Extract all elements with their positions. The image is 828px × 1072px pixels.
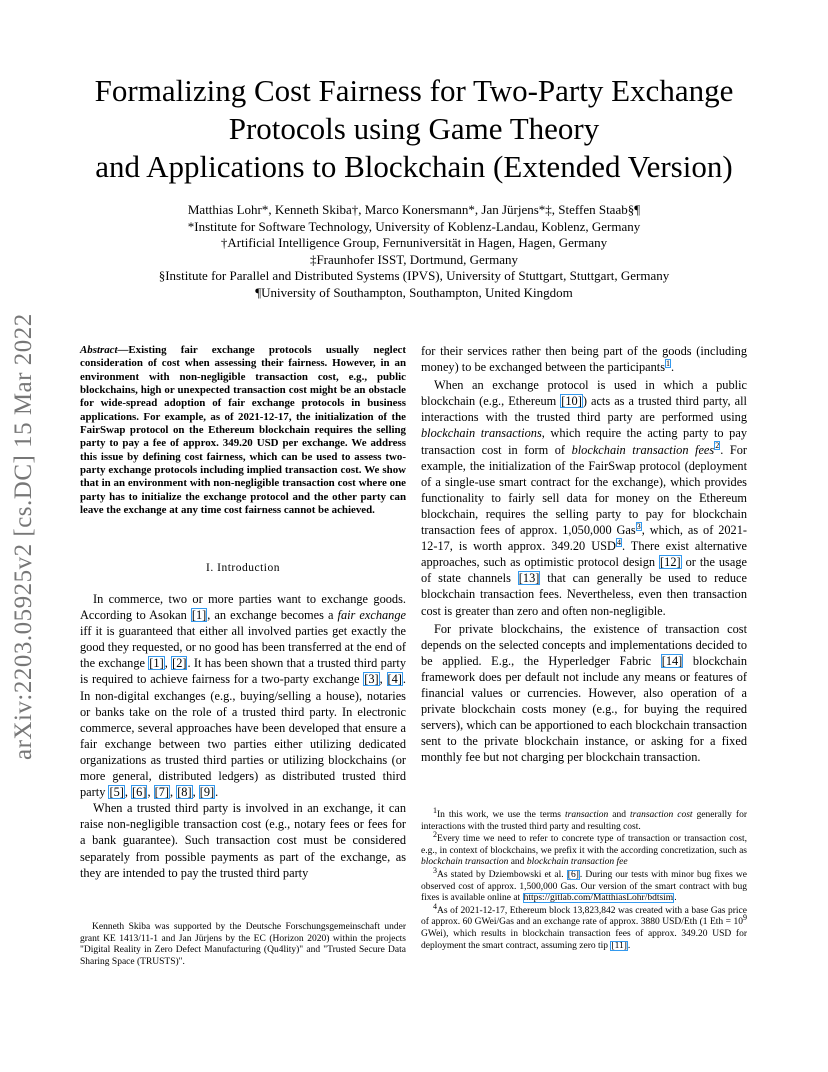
citation-link[interactable]: [7] [154, 785, 170, 800]
citation-link[interactable]: [8] [177, 785, 192, 800]
arxiv-identifier: arXiv:2203.05925v2 [cs.DC] 15 Mar 2022 [10, 313, 37, 760]
footnote-marker[interactable]: 2 [715, 441, 720, 451]
footnote-3: $^3$As stated by Dziembowski et al. [6]. During our tests with minor bug fixes we observed cost of approx. 1,500,000 Gas. Our version of the smart contract with bug fixes is available online at https://gitlab.com/MatthiasLohr/bdtsim. [421, 865, 748, 904]
title-line-3: and Applications to Blockchain (Extended Version) [95, 149, 733, 184]
affiliation-3: ‡Fraunhofer ISST, Dortmund, Germany [309, 251, 519, 267]
affiliation-1: *Institute for Software Technology, University of Koblenz-Landau, Koblenz, Germany [187, 218, 641, 234]
paper-title [0, 72, 828, 186]
citation-link[interactable]: [1] [149, 656, 164, 671]
abstract-label: Abstract [80, 344, 118, 356]
abstract [80, 344, 406, 517]
citation-link[interactable]: [10] [561, 394, 582, 409]
affiliation-2: †Artificial Intelligence Group, Fernuniversität in Hagen, Hagen, Germany [220, 235, 608, 251]
paragraph: When an exchange protocol is used in which a public blockchain (e.g., Ethereum [10]) acts as a trusted third party, all interactions with the trusted third party are performed using blockchain transactions, which require the acting party to pay transaction cost in form of blockchain transaction fees$^2$. For example, the initialization of the FairSwap protocol (deployment of a single-use smart contract for the exchange), which provides functionality to fairly sell data for money on the Ethereum blockchain, requires the selling party to pay for blockchain transaction fees of approx. 1,050,000 Gas$^3$, which, as of 2021-12-17, is worth approx. 349.20 USD$^4$. There exist alternative approaches, such as optimistic protocol design [12] or the usage of state channels [13] that can generally be used to reduce blockchain transaction fees. Nevertheless, even then transaction cost is greater than zero and often non-negligible. [421, 378, 747, 618]
citation-link[interactable]: [1] [191, 608, 207, 623]
section-heading-introduction: I. Introduction [206, 562, 280, 574]
citation-link[interactable]: [4] [387, 672, 402, 687]
citation-link[interactable]: [5] [109, 785, 124, 800]
funding-note: Kenneth Skiba was supported by the Deutsche Forschungsgemeinschaft under grant KE 1413/11-1 and Jan Jürjens by the EC (Horizon 2020) within the projects "Digital Reality in Zero Defect Manufacturing (Qu4lity)" and "Trusted Secure Data Sharing Space (TRUSTS)". [80, 922, 406, 967]
footnote-marker[interactable]: 1 [666, 358, 671, 368]
author-list: Matthias Lohr*, Kenneth Skiba†, Marco Konersmann*, Jan Jürjens*‡, Steffen Staab§¶ [187, 202, 641, 217]
paragraph: When a trusted third party is involved in an exchange, it can raise non-negligible transaction cost (e.g., notary fees or fees for a bank guarantee). Such transaction cost must be considered separately from possible payments as part of the exchange, as they are intended to pay the trusted third party [80, 801, 406, 880]
citation-link[interactable]: [14] [661, 653, 683, 668]
affiliation-4: §Institute for Parallel and Distributed Systems (IPVS), University of Stuttgart, Stuttgart, Germany [158, 268, 670, 284]
citation-link[interactable]: [2] [172, 656, 187, 671]
abstract-text: —Existing fair exchange protocols usually neglect consideration of cost when assessing their fairness. However, in an environment with non-negligible transaction cost, e.g., public blockchains, high or unexpected transaction cost might be an obstacle for wide-spread adoption of fair exchange protocols in business applications. For example, as of 2021-12-17, the initialization of the FairSwap protocol on the Ethereum blockchain requires the selling party to pay a fee of approx. 349.20 USD per exchange. We address this issue by defining cost fairness, which can be used to assess two-party exchange protocols including implied transaction cost. We show that in an environment with non-negligible transaction cost where one party has to initialize the exchange protocol and the other party can leave the exchange at any time cost fairness cannot be achieved. [80, 344, 406, 517]
citation-link[interactable]: [3] [364, 672, 379, 687]
author-block [0, 202, 828, 302]
footnote-2: $^2$Every time we need to refer to concrete type of transaction or transaction cost, e.g., in context of blockchains, we prefix it with the according concretization, such as blockchain transaction and blockchain transaction fee [421, 830, 747, 868]
citation-link[interactable]: [13] [518, 571, 540, 586]
citation-link[interactable]: [6] [132, 785, 147, 800]
right-column-body [421, 343, 747, 765]
footnote-marker[interactable]: 4 [616, 538, 621, 548]
title-line-1: Formalizing Cost Fairness for Two-Party Exchange [94, 73, 734, 108]
footnote-4: $^4$As of 2021-12-17, Ethereum block 13,823,842 was created with a base Gas price of approx. 60 GWei/Gas and an exchange rate of approx. 3880 USD/Eth (1 Eth = $10^9$ GWei), which results in blockchain transaction fees of approx. 349.20 USD for deployment the smart contract, assuming zero tip [11]. [421, 901, 747, 951]
left-column-body [80, 591, 406, 881]
paragraph: for their services rather then being part of the goods (including money) to be exchanged between the participants$^1$. [421, 344, 747, 375]
footnote-1: $^1$In this work, we use the terms transaction and transaction cost generally for interactions with the trusted third party and resulting cost. [421, 805, 747, 832]
title-line-2: Protocols using Game Theory [228, 111, 600, 146]
citation-link[interactable]: [11] [611, 940, 627, 951]
footnotes [421, 805, 748, 953]
citation-link[interactable]: [9] [199, 785, 215, 800]
citation-link[interactable]: [12] [660, 555, 681, 570]
repository-url-link[interactable]: https://gitlab.com/MatthiasLohr/bdtsim [523, 893, 674, 904]
affiliation-5: ¶University of Southampton, Southampton, United Kingdom [255, 284, 573, 300]
footnote-marker[interactable]: 3 [636, 521, 641, 531]
paragraph: In commerce, two or more parties want to exchange goods. According to Asokan [1], an exchange becomes a fair exchange iff it is guaranteed that either all involved parties get exactly the good they requested, or no good has been transferred at the end of the exchange [1], [2]. It has been shown that a trusted third party is required to achieve fairness for a two-party exchange [3], [4]. In non-digital exchanges (e.g., buying/selling a house), notaries or banks take on the role of a trusted third party. In electronic commerce, several approaches have been developed that ensure a fair exchange between two parties either utilizing dedicated organizations as trusted third parties or utilizing blockchains (or more general, distributed ledgers) as distributed trusted third party [5], [6], [7], [8], [9]. [80, 592, 407, 800]
paragraph: For private blockchains, the existence of transaction cost depends on the selected concepts and implementations decided to be applied. E.g., the Hyperledger Fabric [14] blockchain framework does per default not include any means or features of financial values or currencies. However, also operation of a private blockchain costs money (e.g., for buying the required servers), which can be apportioned to each blockchain transaction sent to the private blockchain instance, or asking for a fixed monthly fee but not charging per blockchain transaction. [421, 621, 747, 765]
citation-link[interactable]: [6] [567, 869, 579, 880]
